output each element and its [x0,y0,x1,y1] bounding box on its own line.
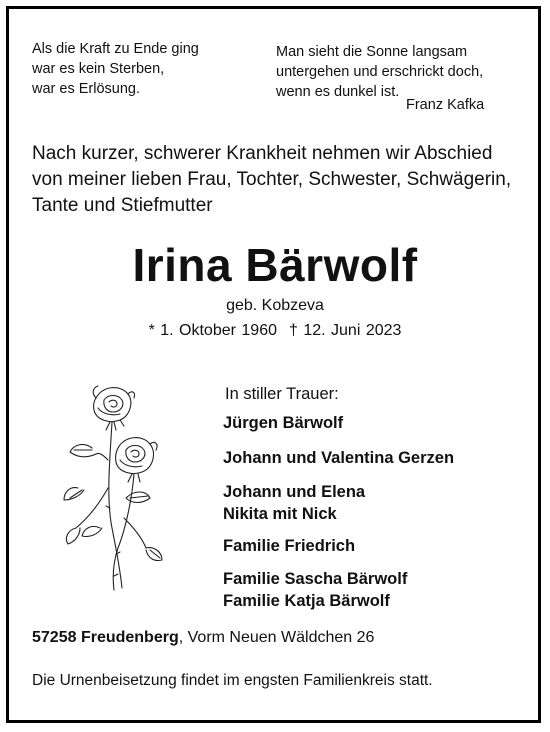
death-date: † 12. Juni 2023 [289,322,402,339]
maiden-name: geb. Kobzeva [226,297,324,314]
poem-right [276,42,483,102]
deceased-name: Irina Bärwolf [132,239,418,291]
mourner: Familie Friedrich [223,537,356,555]
burial-notice: Die Urnenbeisetzung findet im engsten Familienkreis statt. [32,672,433,689]
intro-line: von meiner lieben Frau, Tochter, Schwester, Schwägerin, [32,169,512,190]
mourning-intro: In stiller Trauer: [225,385,339,403]
address-street: , Vorm Neuen Wäldchen 26 [178,629,375,646]
rose-icon [62,378,172,593]
intro-line: Tante und Stiefmutter [32,195,213,216]
poem-right-line: untergehen und erschrickt doch, [276,64,484,80]
intro-text [32,141,537,219]
poem-left-line: war es Erlösung. [32,81,140,97]
intro-line: Nach kurzer, schwerer Krankheit nehmen wir Abschied [32,143,493,164]
mourner: Johann und Elena [223,483,366,501]
poem-right-line: wenn es dunkel ist. [276,84,400,100]
mourner: Johann und Valentina Gerzen [223,449,455,467]
poem-attribution: Franz Kafka [406,97,485,113]
birth-date: * 1. Oktober 1960 [148,322,277,339]
obituary-frame [6,6,541,723]
mourner: Nikita mit Nick [223,505,337,523]
address-postal-city: 57258 Freudenberg [32,629,179,646]
poem-left [32,39,199,99]
poem-left-line: Als die Kraft zu Ende ging [32,41,199,57]
poem-left-line: war es kein Sterben, [32,61,165,77]
address [32,629,374,647]
mourner: Familie Katja Bärwolf [223,592,390,610]
poem-right-line: Man sieht die Sonne langsam [276,44,468,60]
life-dates [0,322,550,340]
mourner: Jürgen Bärwolf [223,414,344,432]
mourner: Familie Sascha Bärwolf [223,570,408,588]
